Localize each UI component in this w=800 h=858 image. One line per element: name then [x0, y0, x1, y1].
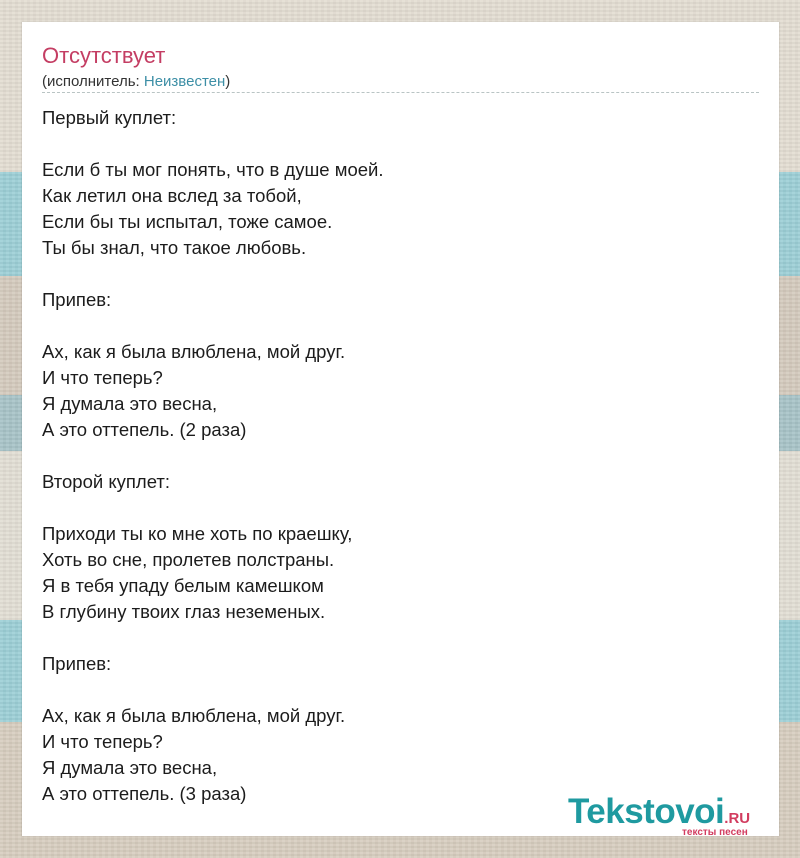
lyric-line [42, 677, 742, 703]
lyric-line: А это оттепель. (3 раза) [42, 783, 247, 804]
lyric-line: И что теперь? [42, 367, 163, 388]
logo-tld: .RU [724, 810, 751, 827]
song-title: Отсутствует [42, 43, 166, 68]
artist-link[interactable]: Неизвестен [143, 73, 226, 90]
lyrics-card [22, 22, 779, 836]
lyric-line: Как летил она вслед за тобой, [42, 185, 302, 206]
lyric-line [42, 625, 742, 651]
lyric-line: Ты бы знал, что такое любовь. [42, 237, 307, 258]
lyric-line: Первый куплет: [42, 107, 177, 128]
lyric-line: Второй куплет: [42, 471, 170, 492]
lyrics-text [42, 105, 742, 807]
lyric-line [42, 495, 742, 521]
lyric-line: И что теперь? [42, 731, 163, 752]
lyric-line: Ах, как я была влюблена, мой друг. [42, 341, 346, 362]
lyric-line [42, 313, 742, 339]
lyric-line: Я думала это весна, [42, 757, 218, 778]
lyric-line: Ах, как я была влюблена, мой друг. [42, 705, 346, 726]
lyric-line: Я думала это весна, [42, 393, 218, 414]
logo-tagline: тексты песен [682, 827, 748, 838]
title-divider [42, 92, 759, 93]
lyric-line: Если б ты мог понять, что в душе моей. [42, 159, 384, 180]
logo-main-text: Tekstovoi [568, 792, 725, 831]
artist-line [42, 73, 230, 91]
site-logo[interactable] [568, 792, 773, 836]
lyric-line: Приходи ты ко мне хоть по краешку, [42, 523, 353, 544]
lyric-line: Если бы ты испытал, тоже самое. [42, 211, 333, 232]
artist-suffix: ) [225, 73, 231, 90]
lyric-line [42, 131, 742, 157]
lyric-line: Я в тебя упаду белым камешком [42, 575, 324, 596]
lyric-line: Хоть во сне, пролетев полстраны. [42, 549, 335, 570]
lyric-line: В глубину твоих глаз неземеных. [42, 601, 326, 622]
lyric-line: Припев: [42, 289, 112, 310]
artist-prefix: (исполнитель: [42, 73, 144, 90]
lyric-line [42, 261, 742, 287]
lyric-line [42, 443, 742, 469]
lyric-line: А это оттепель. (2 раза) [42, 419, 247, 440]
lyric-line: Припев: [42, 653, 112, 674]
